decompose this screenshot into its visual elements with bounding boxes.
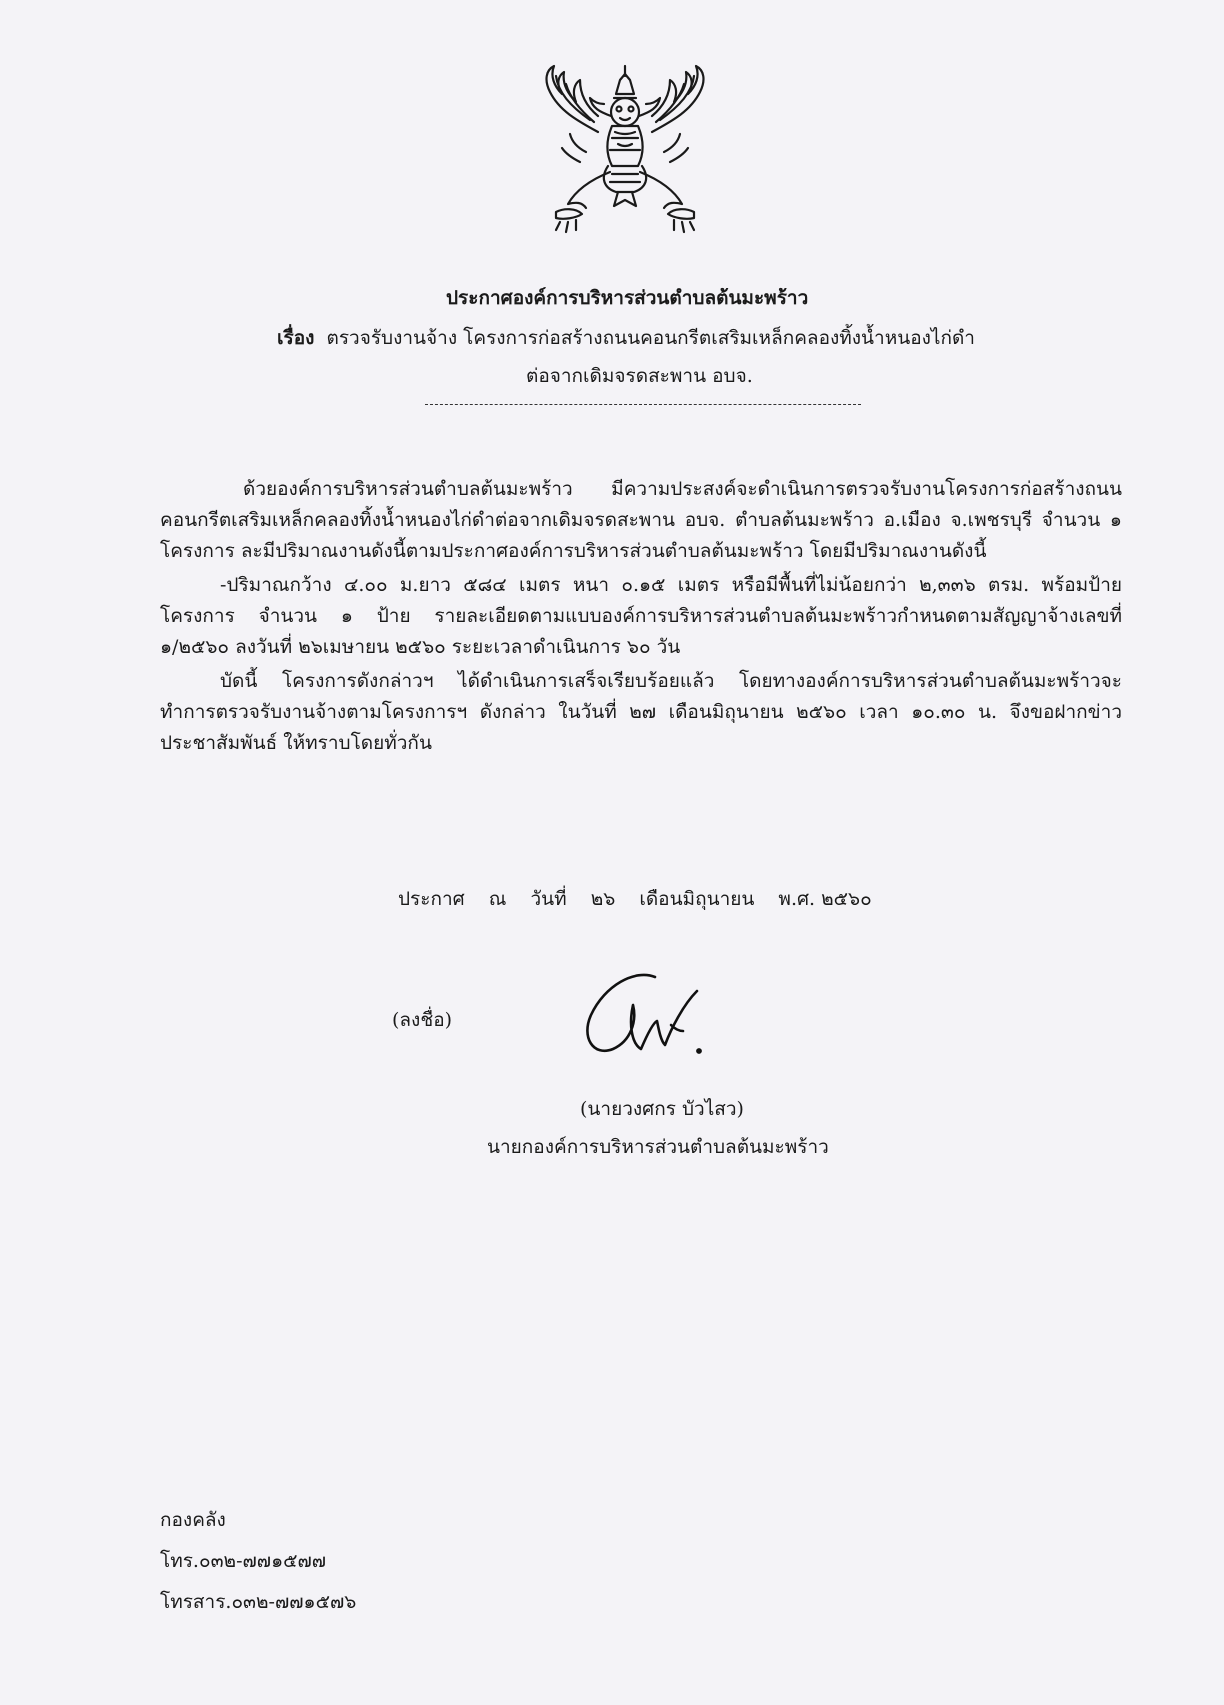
- announce-year: พ.ศ. ๒๕๖๐: [778, 888, 872, 910]
- announce-month: เดือนมิถุนายน: [639, 888, 755, 910]
- paragraph-intro: ด้วยองค์การบริหารส่วนตำบลต้นมะพร้าว มีความประสงค์จะดำเนินการตรวจรับงานโครงการก่อสร้างถนนคอนกรีตเสริมเหล็กคลองทิ้งน้ำหนองไก่ดำต่อจากเดิมจรดสะพาน อบจ. ตำบลต้นมะพร้าว อ.เมือง จ.เพชรบุรี จำนวน ๑ โครงการ ละมีปริมาณงานดังนี้ตามประกาศองค์การบริหารส่วนตำบลต้นมะพร้าว โดยมีปริมาณงานดังนี้: [160, 478, 1122, 562]
- signer-name: (นายวงศกร บัวไสว): [580, 1098, 744, 1120]
- subject-label: เรื่อง: [277, 327, 315, 349]
- announce-at: ณ: [488, 888, 507, 910]
- subject-text-line1: ตรวจรับงานจ้าง โครงการก่อสร้างถนนคอนกรีตเสริมเหล็กคลองทิ้งน้ำหนองไก่ดำ: [326, 327, 975, 349]
- footer-phone: โทร.๐๓๒-๗๗๑๕๗๗: [160, 1550, 327, 1572]
- sign-label: (ลงชื่อ): [392, 1009, 453, 1031]
- handwritten-signature: [575, 965, 725, 1065]
- announcement-date-line: [398, 884, 890, 914]
- garuda-emblem: [520, 62, 730, 242]
- footer-contact: [160, 1500, 356, 1623]
- subject-text-line2: ต่อจากเดิมจรดสะพาน อบจ.: [526, 365, 753, 387]
- paragraph-inspection: บัดนี้ โครงการดังกล่าวฯ ได้ดำเนินการเสร็จเรียบร้อยแล้ว โดยทางองค์การบริหารส่วนตำบลต้นมะพร้าวจะทำการตรวจรับงานจ้างตามโครงการฯ ดังกล่าว ในวันที่ ๒๗ เดือนมิถุนายน ๒๕๖๐ เวลา ๑๐.๓๐ น. จึงขอฝากข่าวประชาสัมพันธ์ ให้ทราบโดยทั่วกัน: [160, 670, 1122, 754]
- announcement-title: ประกาศองค์การบริหารส่วนตำบลต้นมะพร้าว: [446, 287, 809, 309]
- announce-prefix: ประกาศ: [398, 888, 465, 910]
- title-divider: [425, 404, 861, 405]
- footer-department: กองคลัง: [160, 1509, 226, 1531]
- paragraph-quantity: -ปริมาณกว้าง ๔.๐๐ ม.ยาว ๕๘๔ เมตร หนา ๐.๑๕ เมตร หรือมีพื้นที่ไม่น้อยกว่า ๒,๓๓๖ ตรม. พร้อมป้ายโครงการ จำนวน ๑ ป้าย รายละเอียดตามแบบองค์การบริหารส่วนตำบลต้นมะพร้าวกำหนดตามสัญญาจ้างเลขที่ ๑/๒๕๖๐ ลงวันที่ ๒๖เมษายน ๒๕๖๐ ระยะเวลาดำเนินการ ๖๐ วัน: [160, 574, 1122, 658]
- body-text: [160, 474, 1122, 759]
- announce-day-label: วันที่: [530, 888, 567, 910]
- announce-day: ๒๖: [590, 888, 616, 910]
- footer-fax: โทรสาร.๐๓๒-๗๗๑๕๗๖: [160, 1591, 357, 1613]
- signer-position: นายกองค์การบริหารส่วนตำบลต้นมะพร้าว: [487, 1136, 829, 1158]
- subject-line: [277, 323, 975, 353]
